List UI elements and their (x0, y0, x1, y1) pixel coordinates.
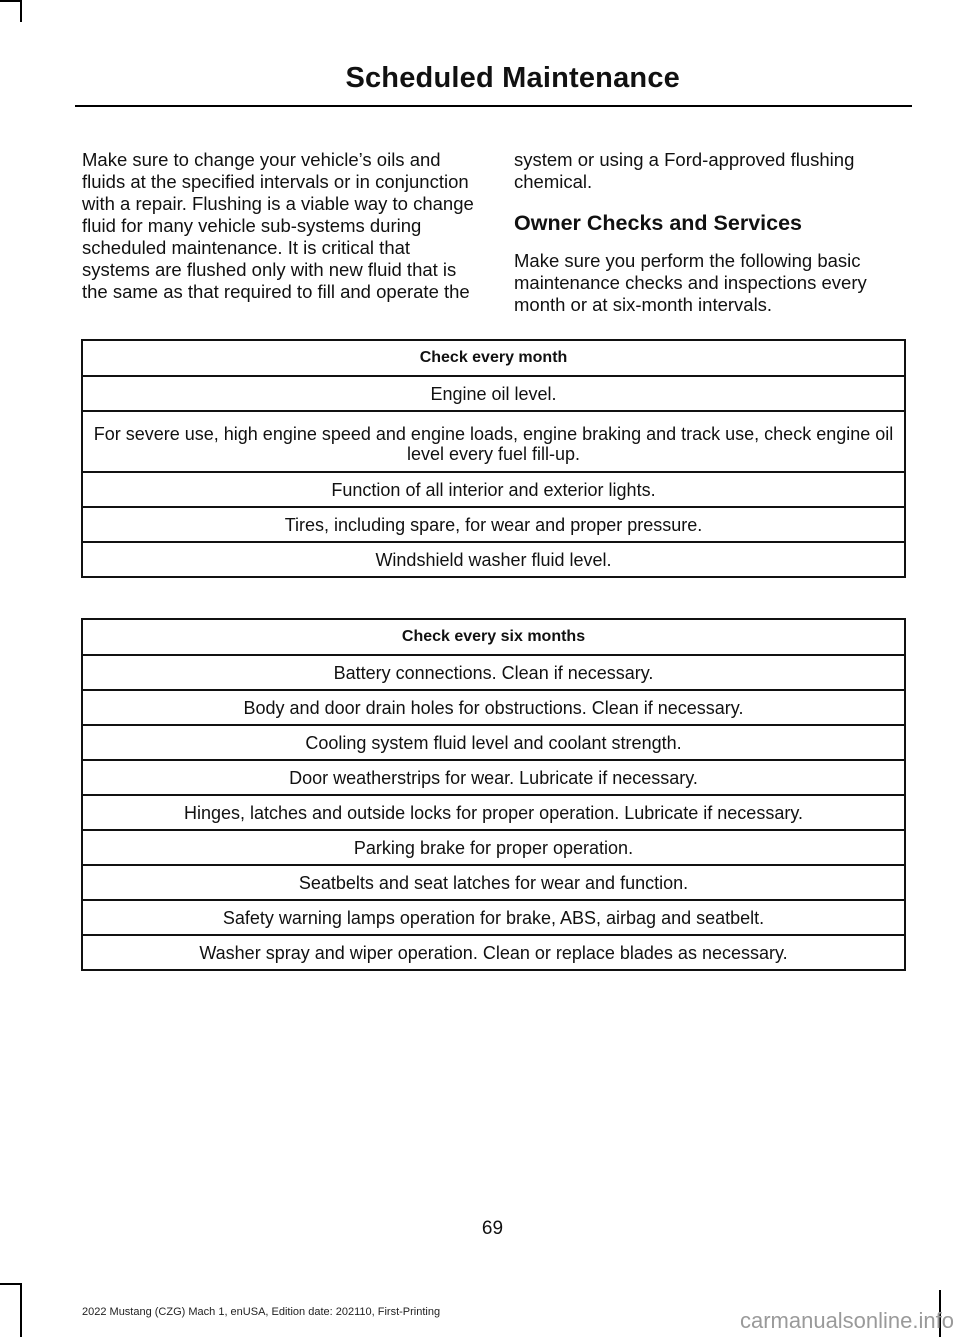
table-cell: Windshield washer fluid level. (82, 542, 905, 577)
page-title: Scheduled Maintenance (345, 62, 680, 94)
table-row (82, 542, 905, 577)
table-cell: Parking brake for proper operation. (82, 830, 905, 865)
table-cell: Hinges, latches and outside locks for proper operation. Lubricate if necessary. (82, 795, 905, 830)
table-row (82, 900, 905, 935)
table-cell: For severe use, high engine speed and engine loads, engine braking and track use, check engine oil level every fuel fill-up. (82, 411, 905, 472)
table-cell: Tires, including spare, for wear and proper pressure. (82, 507, 905, 542)
table-header: Check every month (82, 340, 905, 376)
page-number: 69 (481, 1218, 504, 1239)
crop-mark-top-left (0, 0, 21, 2)
table-cell: Door weatherstrips for wear. Lubricate if necessary. (82, 760, 905, 795)
section-paragraph: Make sure you perform the following basic maintenance checks and inspections every month or at six-month intervals. (514, 250, 867, 315)
monthly-check-table (81, 339, 906, 578)
crop-mark-top-left-v (20, 0, 22, 22)
table-row (82, 376, 905, 411)
right-column (514, 149, 910, 316)
table-row (82, 690, 905, 725)
table-cell: Battery connections. Clean if necessary. (82, 655, 905, 690)
intro-paragraph: Make sure to change your vehicle’s oils and fluids at the specified intervals or in conjunction with a repair. Flushing is a viable way to change fluid for many vehicle sub-systems during scheduled maintenance. It is critical that systems are flushed only with new fluid that is the same as that required to fill and operate the (82, 149, 474, 302)
watermark: carmanualsonline.info (739, 1308, 954, 1333)
table-row (82, 655, 905, 690)
table-row (82, 725, 905, 760)
table-row (82, 472, 905, 507)
crop-mark-bottom-left-h (0, 1283, 22, 1285)
continued-paragraph: system or using a Ford-approved flushing chemical. (514, 149, 855, 192)
table-cell: Washer spray and wiper operation. Clean or replace blades as necessary. (82, 935, 905, 970)
footer-edition: 2022 Mustang (CZG) Mach 1, enUSA, Edition date: 202110, First-Printing (82, 1306, 441, 1318)
table-row (82, 795, 905, 830)
six-month-check-table (81, 618, 906, 971)
table-cell: Function of all interior and exterior lights. (82, 472, 905, 507)
left-column (82, 149, 478, 303)
table-row (82, 830, 905, 865)
table-cell: Cooling system fluid level and coolant strength. (82, 725, 905, 760)
section-heading: Owner Checks and Services (514, 211, 803, 235)
crop-mark-bottom-left (20, 1283, 22, 1337)
table-cell: Seatbelts and seat latches for wear and function. (82, 865, 905, 900)
table-cell: Engine oil level. (82, 376, 905, 411)
table-row (82, 760, 905, 795)
table-row (82, 507, 905, 542)
table-row (82, 865, 905, 900)
table-cell: Safety warning lamps operation for brake, ABS, airbag and seatbelt. (82, 900, 905, 935)
table-header: Check every six months (82, 619, 905, 655)
header-rule (75, 105, 912, 107)
table-cell: Body and door drain holes for obstructions. Clean if necessary. (82, 690, 905, 725)
table-row (82, 411, 905, 472)
table-row (82, 935, 905, 970)
